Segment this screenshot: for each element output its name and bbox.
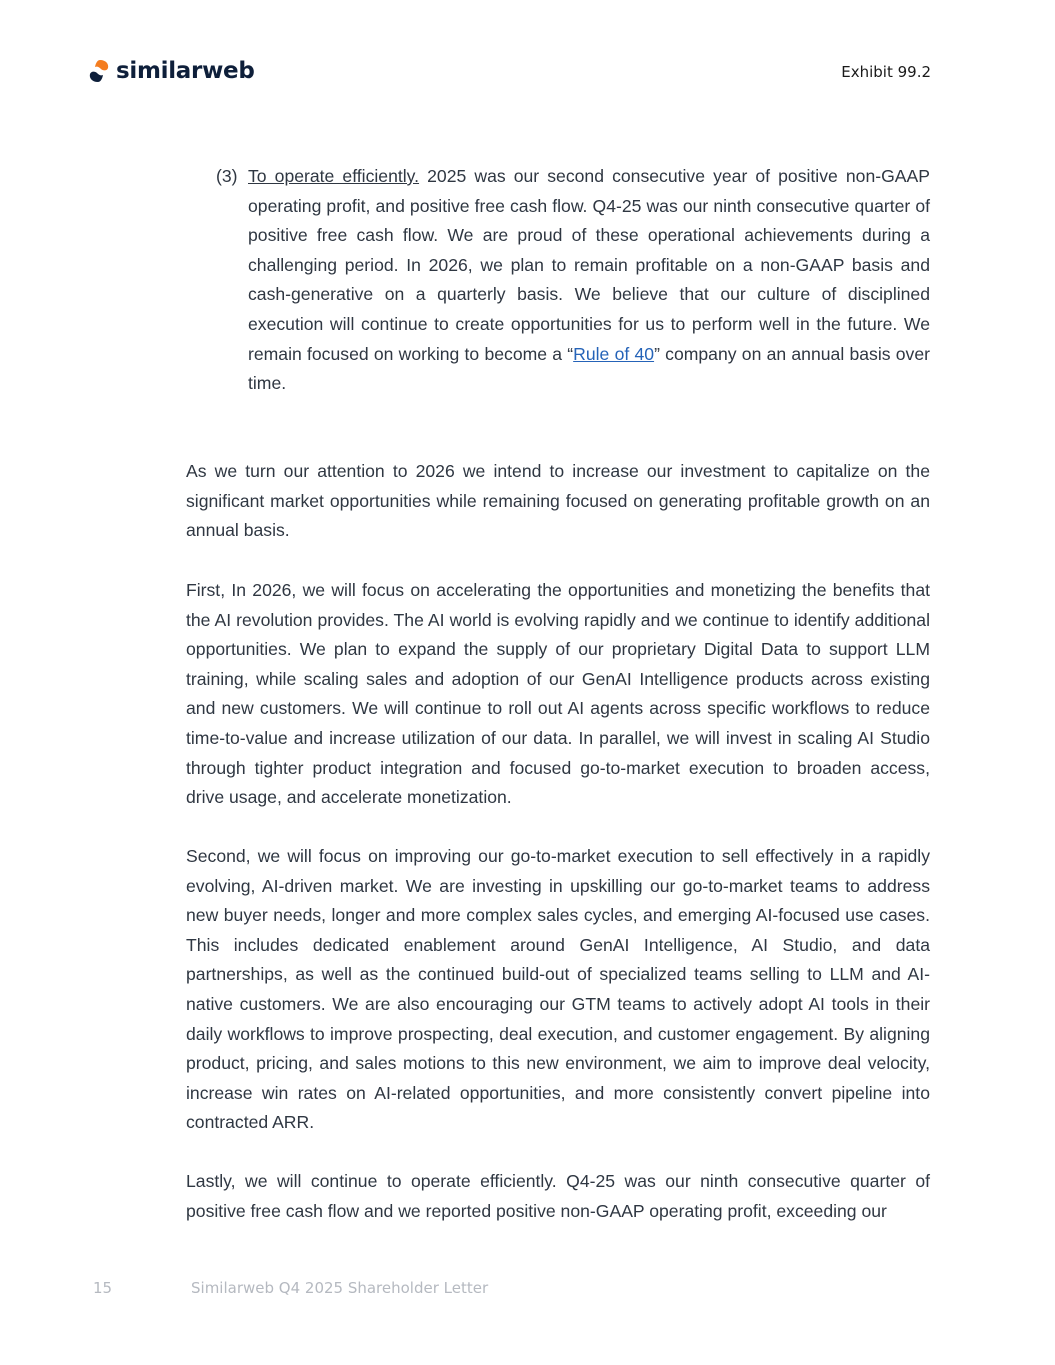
similarweb-logo-icon: [88, 58, 110, 84]
list-number: (3): [216, 166, 238, 186]
list-item-text-end: ” company on an annual basis over time.: [248, 343, 930, 394]
rule-of-40-link[interactable]: Rule of 40: [573, 343, 655, 364]
list-item-body: [248, 162, 930, 399]
paragraph-go-to-market: Second, we will focus on improving our go-to-market execution to sell effectively in a rapidly evolving, AI-driven market. We are investing in upskilling our go-to-market teams to address new buyer needs, longer and more complex sales cycles, and emerging AI-focused use cases. This includes dedicated enablement around GenAI Intelligence, AI Studio, and data partnerships, as well as the continued build-out of specialized teams selling to LLM and AI-native customers. We are also encouraging our GTM teams to actively adopt AI tools in their daily workflows to improve prospecting, deal execution, and customer engagement. By aligning product, pricing, and sales motions to this new environment, we aim to improve deal velocity, increase win rates on AI-related opportunities, and more consistently convert pipeline into contracted ARR.: [186, 846, 930, 1133]
paragraph-operate-efficiently: Lastly, we will continue to operate efficiently. Q4-25 was our ninth consecutive quarter of positive free cash flow and we reported positive non-GAAP operating profit, exceeding our: [186, 1171, 930, 1221]
paragraph-ai-opportunities: First, In 2026, we will focus on accelerating the opportunities and monetizing the benefits that the AI revolution provides. The AI world is evolving rapidly and we continue to identify additional opportunities. We plan to expand the supply of our proprietary Digital Data to support LLM training, while scaling sales and adoption of our GenAI Intelligence products across existing and new customers. We will continue to roll out AI agents across specific workflows to reduce time-to-value and increase utilization of our data. In parallel, we will invest in scaling AI Studio through tighter product integration and focused go-to-market execution to broaden access, drive usage, and accelerate monetization.: [186, 580, 930, 808]
list-item-text: 2025 was our second consecutive year of positive non-GAAP operating profit, and positive free cash flow. Q4-25 was our ninth consecutive quarter of positive free cash flow. We are proud of these operational achievements during a challenging period. In 2026, we plan to remain profitable on a non-GAAP basis and cash-generative on a quarterly basis. We believe that our culture of disciplined execution will continue to create opportunities for us to perform well in the future. We remain focused on working to become a “: [248, 166, 930, 364]
list-item-operate-efficiently: [216, 162, 930, 399]
footer-title: Similarweb Q4 2025 Shareholder Letter: [191, 1279, 489, 1297]
page-number: 15: [93, 1279, 113, 1297]
paragraph-2026-investment: As we turn our attention to 2026 we intend to increase our investment to capitalize on the significant market opportunities while remaining focused on generating profitable growth on an annual basis.: [186, 461, 930, 541]
exhibit-label: Exhibit 99.2: [841, 63, 931, 81]
logo-wordmark: similarweb: [116, 58, 255, 84]
list-item-heading: To operate efficiently.: [248, 166, 420, 186]
similarweb-logo: [88, 58, 254, 84]
